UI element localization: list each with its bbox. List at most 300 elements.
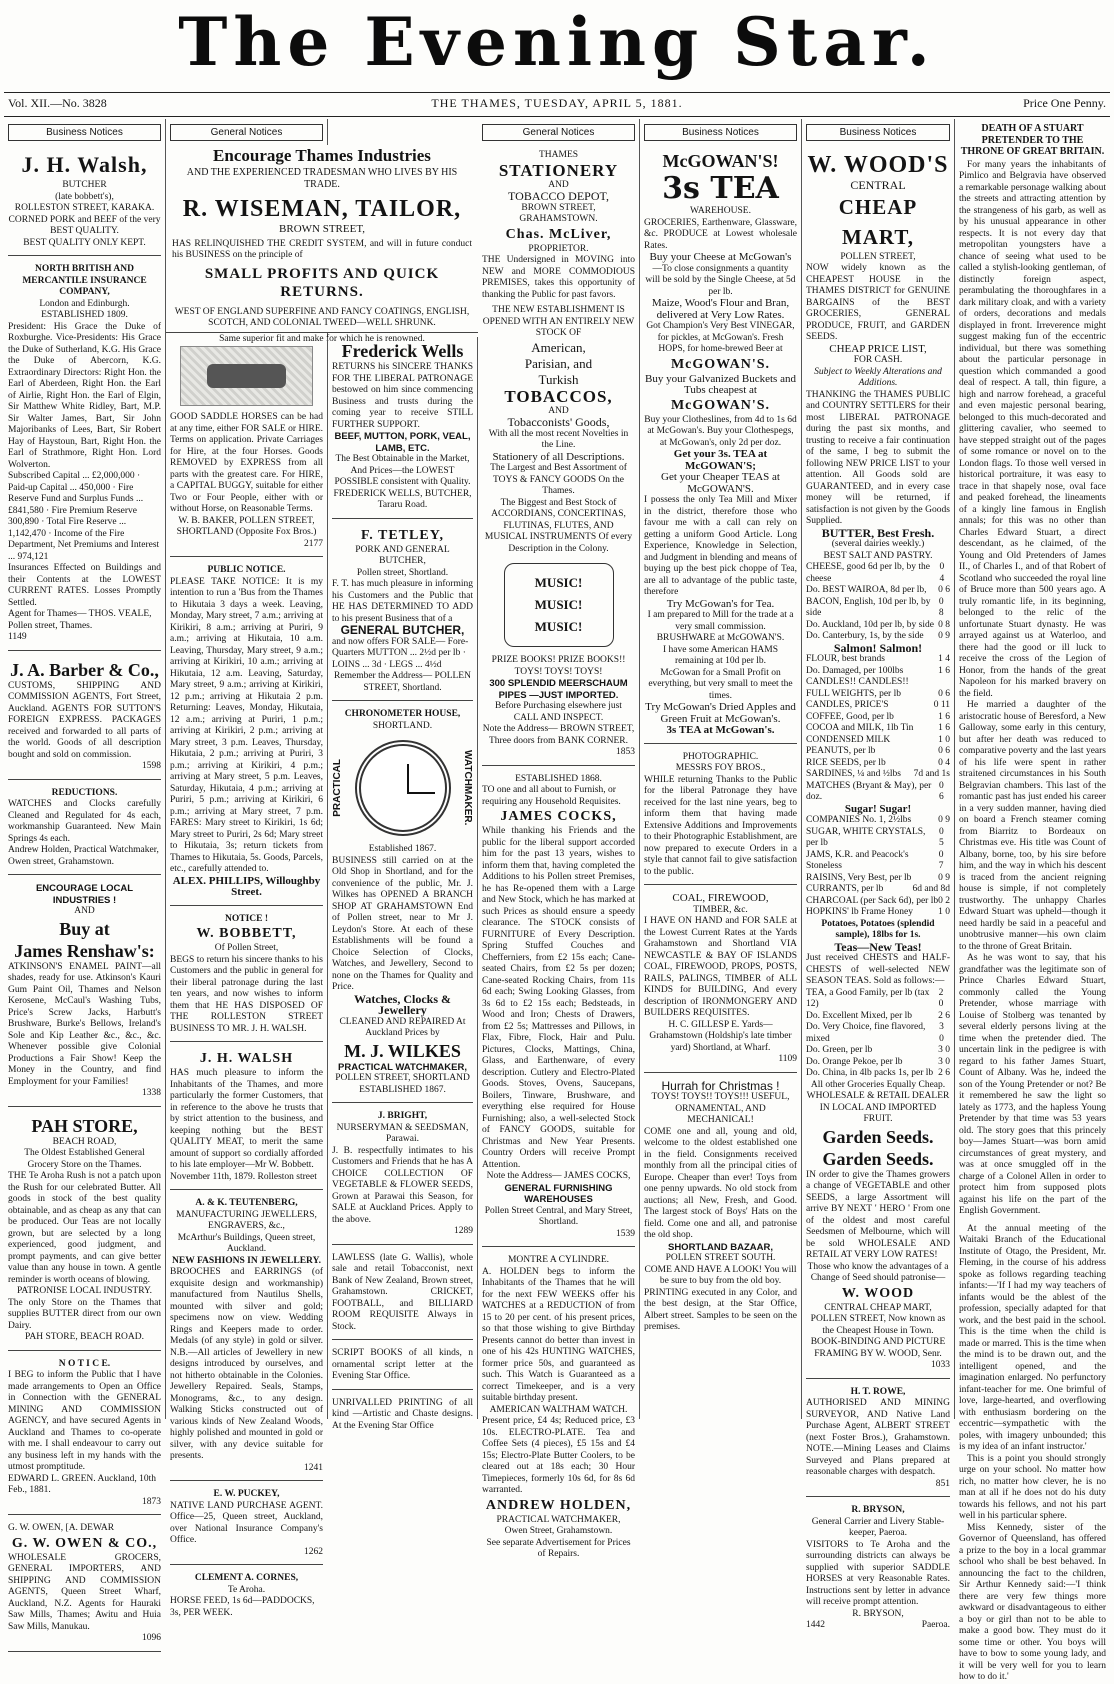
ad-number: 1109 — [778, 1054, 797, 1064]
ad-bryson — [806, 1502, 950, 1638]
ad-line: CORNED PORK and BEEF of the very BEST QUALITY. — [8, 214, 161, 236]
column-2-body — [166, 337, 328, 1618]
price-item: CURRANTS, per lb — [806, 884, 884, 894]
ad-body: BROOCHES and EARRINGS (of exquisite design and workmanship) manufactured from Nautilus Shells, mounted with silver and gold; specimens now on view. Wedding Rings and Keepers made to order. Medals (of any style) in gold or silver. N.B.—All articles of Jewellery in new designs introduced by ourselves, and not hitherto obtainable in the Colonies. Jewellery Repaired. Seals, Stamps, Monograms, &c., to any design. Walking Sticks constructed out of various kinds of New Zealand Woods, highly polished and mounted in gold or silver, with any device suitable for presents. — [170, 1267, 323, 1461]
ad-tag: BEEF, MUTTON, PORK, VEAL, LAMB, ETC. — [334, 431, 471, 454]
ad-baker — [170, 337, 323, 557]
ad-sub: CLEANED AND REPAIRED At Auckland Prices by — [339, 1016, 466, 1038]
ad-north-british — [8, 261, 161, 651]
coach-illustration — [180, 346, 313, 406]
ad-title: NORTH BRITISH AND MERCANTILE INSURANCE COMPANY, — [22, 264, 147, 297]
ad-name: J. BRIGHT, — [377, 1111, 428, 1121]
ad-cash: FOR CASH. — [853, 355, 903, 365]
ad-number: 1873 — [142, 1496, 161, 1507]
ad-name-2: McGOWAN'S. — [670, 397, 771, 413]
ad-teas: Teas—New Teas! — [834, 939, 922, 954]
ad-seeds-2: Garden Seeds. — [822, 1148, 934, 1169]
ad-name: CLEMENT A. CORNES, — [194, 1573, 299, 1583]
ad-signature: ALEX. PHILLIPS, Willoughby Street. — [172, 874, 321, 898]
price-value: 0 4 — [939, 562, 945, 584]
columns — [4, 119, 1110, 1682]
ad-note: With all the most recent Novelties in the Line. — [488, 428, 629, 450]
ad-body: WHOLESALE GROCERS, GENERAL IMPORTERS, AND SHIPPING AND COMMISSION AGENTS, Queen Street Wharf, Auckland, N.Z. Agents for Hauraki Saw Mills, Thames; Awitu and Huia Saw Mills, Manukau. — [8, 1552, 161, 1632]
ad-renshaw — [8, 880, 161, 1107]
ad-body: VISITORS to Te Aroha and the surrounding districts can always be supplied with superior SADDLE HORSES at very Reasonable Rates. Instructions sent by letter in advance will receive prompt attention. — [806, 1539, 950, 1607]
ad-trade: BUTCHER — [62, 180, 107, 190]
ad-foot: PAH STORE, BEACH ROAD. — [24, 1332, 145, 1342]
ad-body: THE Undersigned in MOVING into NEW and MORE COMMODIOUS PREMISES, takes this opportunity of thanking the Public for past favors. — [482, 255, 635, 300]
volume-number: Vol. XII.—No. 3828 — [8, 96, 107, 110]
ad-capital: Subscribed Capital ... £2,000,000 · Paid-up Capital ... 450,000 · Fire Reserve Fund and Surplus Funds ... £841,580 · Fire Premium Reserve 300,890 · Total Fire Reserve ... 1,142,470 · Income of the Fire Department, Net Premiums and Interest ... 974,121 — [8, 471, 160, 562]
price-value: 0 8 — [938, 619, 950, 630]
ad-title: PAH STORE, — [31, 1115, 138, 1136]
ad-body: A. HOLDEN begs to inform the Inhabitants of the Thames that he will for the next FEW WEEKS offer his WATCHES at a REDUCTION of from 15 to 20 per cent. of his present prices, so that those wishing to give Birthday Presents cannot do better than invest in one of his 42s HUNTING WATCHES, former price 50s, and guaranteed as such. This Watch is Guaranteed as a correct Timekeeper, and is a very suitable birthday present. — [482, 1266, 635, 1403]
masthead-rule — [4, 92, 1110, 93]
ad-wholesale: WHOLESALE & RETAIL DEALER IN LOCAL AND IMPORTED FRUIT. — [806, 1091, 950, 1124]
ad-location: SHORTLAND. — [372, 720, 433, 731]
ad-body: RETURNS his SINCERE THANKS FOR THE LIBERAL PATRONAGE bestowed on him since commencing Business and trusts during the coming year to receive STILL FURTHER SUPPORT. — [332, 362, 473, 430]
ad-number: 1539 — [616, 1228, 635, 1239]
ad-trade: MANUFACTURING JEWELLERS, ENGRAVERS, &c., — [176, 1209, 317, 1231]
price-item: MATCHES (Bryant & May), per doz. — [806, 780, 932, 802]
ad-name: M. J. WILKES — [344, 1040, 461, 1061]
price-item: BACON, English, 10d per lb, by side — [806, 596, 931, 618]
ad-cities: London and Edinburgh. — [39, 298, 130, 309]
price-item: FLOUR, best brands — [806, 654, 885, 664]
ad-number: 2177 — [304, 538, 323, 549]
price-item: PEANUTS, per lb — [806, 746, 876, 756]
ad-established-2: ESTABLISHED 1867. — [359, 1084, 446, 1095]
ad-signature: W. B. BAKER, POLLEN STREET, SHORTLAND (Opposite Fox Bros.) — [176, 515, 317, 537]
ad-mill: I possess the only Tea Mill and Mixer in the district, therefore those who favour me with a call can rely on getting a uniform Good Article. Long Experience, Knowledge in Selection, and Judgment in blending and means of buying up the best pick choppe of Tea, are all to advantage of the public taste, therefore — [644, 495, 797, 597]
price-value: 3 0 — [938, 1045, 950, 1055]
price-item: HOPKINS' lb Frame Honey — [806, 907, 913, 917]
price-row — [806, 562, 950, 585]
ad-body: J. B. respectfully intimates to his Customers and Friends that he has A CHOICE COLLECTION OF VEGETABLE & FLOWER SEEDS, Grown at Parawai this Season, for SALE at Auckland Prices. Apply to the above. — [332, 1145, 473, 1225]
ad-body: I BEG to inform the Public that I have made arrangements to Open an Office in Connection with the GENERAL MINING AND COMMISSION AGENCY, and have secured Agents in Auckland and Thames to co-operate with me. I shall endeavour to carry out any business left in my hands with the utmost promptitude. — [8, 1370, 161, 1472]
price-list-flour — [806, 654, 950, 804]
ad-agent: Agent for Thames— THOS. VEALE, Pollen street, Thames. — [8, 609, 152, 631]
music-line-2: MUSIC! — [534, 597, 583, 612]
ad-teas: Get your 3s. TEA at McGOWAN'S; — [673, 448, 768, 472]
price-value: 2 6 — [938, 1068, 950, 1078]
price-value: 3 0 — [939, 1022, 944, 1044]
ad-established: ESTABLISHED 1868. — [515, 773, 602, 784]
ad-barber — [8, 656, 161, 780]
price-item: Do. Auckland, 10d per lb, by side — [806, 619, 934, 630]
price-item: CANDLES, PRICE'S — [806, 700, 889, 710]
ad-date: November 11th, 1879. Rolleston street — [170, 1171, 317, 1182]
ad-established: ESTABLISHED 1809. — [41, 310, 128, 320]
ad-body: F. T. has much pleasure in informing his Customers and the Public that HE HAS DETERMINED TO ADD to his present Business that of a — [332, 579, 473, 624]
ad-title: MONTRE A CYLINDRE. — [507, 1255, 610, 1265]
price-value: 1 6 — [938, 723, 950, 733]
price-item: RICE SEEDS, per lb — [806, 757, 886, 768]
ad-footer — [806, 1620, 950, 1632]
ad-body: WATCHES and Clocks carefully Cleaned and Regulated for 4s each, workmanship Guaranteed. New Main Springs 4s each. — [8, 799, 161, 844]
price-value: 1 0 — [938, 734, 950, 745]
ad-address: POLLEN STREET, — [840, 251, 916, 262]
ad-sub: TOBACCO DEPOT, — [508, 189, 609, 203]
ad-title: REDUCTIONS. — [51, 787, 118, 798]
ad-name: W. BOBBETT, — [196, 926, 297, 941]
price-value: 0 9 — [938, 815, 950, 825]
ad-buy: Buy at — [59, 918, 110, 939]
dateline — [8, 96, 1106, 114]
ad-sub: CENTRAL — [850, 178, 906, 192]
ad-name: Chas. McLiver, — [505, 226, 612, 242]
price-row — [806, 735, 950, 747]
tobacco-line-1: American, — [531, 339, 586, 355]
ad-sub: TIMBER, &c. — [693, 904, 748, 915]
ad-tag: GENERAL BUTCHER, — [340, 623, 465, 637]
ad-owen — [8, 1520, 161, 1652]
price-row — [806, 677, 950, 689]
price-item: Do. Orange Pekoe, per lb — [806, 1056, 903, 1067]
ad-intro: TO one and all about to Furnish, or requiring any Household Requisites. — [482, 785, 621, 807]
ad-body: THE Te Aroha Rush is not a patch upon the Rush for our celebrated Butter. All goods in stock of the best quality obtainable, and as cheap as any that can be produced. Our Teas are not locally grown, but are selected by a long experienced, good judgment, and prompt payments, and can give better value than any house in town. A gentle reminder is worth oceans of blowing. — [8, 1171, 161, 1285]
ad-note: Insurances Effected on Buildings and their Contents at the LOWEST CURRENT RATES. Losses Promptly Settled. — [8, 563, 161, 608]
ad-note: The only Store on the Thames that supplies BUTTER direct from our own Dairy. — [8, 1297, 161, 1331]
ad-subject: Subject to Weekly Alterations and Additions. — [814, 366, 942, 388]
masthead-title: The Evening Star. — [178, 3, 936, 81]
ad-holden — [482, 1252, 635, 1567]
price-row — [806, 1011, 950, 1023]
ad-signature: H. C. GILLESP E. Yards—Grahamstown (Holdship's late timber yard) Shortland, at Wharf. — [649, 1019, 792, 1053]
ad-body: CUSTOMS, SHIPPING AND COMMISSION AGENTS, Fort Street, Auckland. AGENTS FOR SUTTON'S FOREIGN EXPRESS. PACKAGES received and forwarded to all parts of the world. Goods of all description bought and sold on commission. — [8, 680, 161, 760]
ad-trade: PORK AND GENERAL BUTCHER, — [355, 544, 450, 566]
price-row — [806, 654, 950, 666]
ad-tag: GENERAL FURNISHING WAREHOUSES — [504, 1182, 613, 1205]
ad-sub: The Oldest Established General Grocery Store on the Thames. — [24, 1148, 145, 1170]
ad-top: THAMES — [538, 150, 579, 160]
ad-body: AUTHORISED AND MINING SURVEYOR, AND Native Land Purchase Agent, ALBERT STREET (next Foster Bros.), Grahamstown. NOTE.—Mining Leases and Claims Surveyed and Plans prepared at reasonable charges with despatch. — [806, 1398, 950, 1477]
price-item: Do. BEST WAIROA, 8d per lb, — [806, 585, 927, 595]
column-3 — [328, 337, 478, 1431]
ad-try: Try McGowan's for Tea. — [666, 597, 775, 610]
ad-street: BROWN STREET, — [279, 223, 365, 235]
ad-butter: BUTTER, Best Fresh. — [821, 525, 935, 540]
ad-script-books — [332, 1345, 473, 1390]
price-value: 0 11 — [933, 700, 950, 710]
ad-mcgowan — [644, 147, 797, 744]
price-item: JAMS, K.R. and Peacock's Stoneless — [806, 849, 909, 871]
ad-body: BEGS to return his sincere thanks to his Customers and the public in general for their liberal patronage during the last ten years, and now wishes to inform them that HE HAS DISPOSED OF THE ROLLESTON STREET BUSINESS TO MR. J. H. WALSH. — [170, 954, 323, 1034]
ad-title: NOTICE ! — [224, 913, 269, 924]
ad-coal — [644, 890, 797, 1073]
ad-number: 1289 — [454, 1226, 473, 1236]
ad-chronometer — [332, 706, 473, 1103]
ad-cloth: WEST OF ENGLAND SUPERFINE AND FANCY COATINGS, ENGLISH, SCOTCH, AND COLONIAL TWEED—WELL SHRUNK. — [174, 306, 470, 328]
ad-cocks — [482, 771, 635, 1248]
column-7 — [955, 119, 1110, 1682]
price-row — [806, 827, 950, 850]
ad-sale: and now offers FOR SALE— Fore-Quarters MUTTON ... 2½d per lb · LOINS ... 3d · LEGS ... 4½d — [332, 636, 469, 670]
ad-title: STATIONERY — [498, 160, 619, 180]
ad-title: Hurrah for Christmas ! — [661, 1078, 780, 1093]
price-value: 2 0 — [938, 987, 944, 1009]
ad-title: CHRONOMETER HOUSE, — [344, 709, 461, 719]
ad-profit: McGowan for a Small Profit on everything, but very small to meet the times. — [648, 667, 793, 701]
price-value: 0 8 — [938, 596, 944, 618]
ad-reductions — [8, 785, 161, 876]
ad-sub: AND THE EXPERIENCED TRADESMAN WHO LIVES BY HIS TRADE. — [186, 167, 458, 190]
price-row — [806, 689, 950, 701]
ad-number: 1442 — [806, 1620, 825, 1630]
ad-name: A. & K. TEUTENBERG, — [195, 1198, 298, 1208]
ad-pah-store — [8, 1112, 161, 1351]
ad-headline: Encourage Thames Industries — [213, 146, 431, 165]
column-header: General Notices — [170, 124, 323, 141]
price-row — [806, 723, 950, 735]
price-row — [806, 597, 950, 620]
article-paragraph-4: At the annual meeting of the Waitaki Branch of the Educational Institute of Otago, the President, Mr. Fleming, in the course of his address spoke as follows regarding teaching infants:—'If I had my way teachers of infants would be the ablest of the profession, specially adapted for that work, and the best paid in the school. This is the time when the child is made or marred. This is the time when the mind is to be drawn out, and the intelligent opened, and the imagination enlarged. No perfunctory infant-teacher for me. One brimful of love, large-hearted, and overflowing with enthusiasm bordering on the eccentric—sympathetic with the poles, with imagery unbounded; this is my idea of an infant instructor.' — [959, 1223, 1106, 1452]
ad-name: MESSRS FOY BROS., — [675, 763, 766, 773]
ad-walsh — [8, 147, 161, 256]
article-paragraph-6: Miss Kennedy, sister of the Governor of Queensland, has offered a prize to the boy in a local grammar school who shall be best behaved. In announcing the fact to the children, Sir Arthur Kennedy said:—'I think there are very few things more awkward or disadvantageous to either a boy or girl than not to be able to make a good bow. They must do it some time or other. You boys will have to bow to some young lady, and it will be very well for you to learn how to do it.' — [959, 1522, 1106, 1682]
ad-address: ROLLESTON STREET, KARAKA. — [14, 203, 155, 213]
article-paragraph-5: This is a point you should strongly urge on your school. No matter how rich, no matter how clever, he is no man at all if he does not do his duty towards his fellows, and not his part well in his particular sphere. — [959, 1453, 1106, 1521]
ad-seeds: Garden Seeds. — [822, 1126, 934, 1147]
ad-name: ANDREW HOLDEN, — [485, 1497, 632, 1513]
ad-jh-walsh — [170, 1047, 323, 1190]
ad-trade: PRACTICAL WATCHMAKER, — [338, 1061, 467, 1073]
ad-body: SCRIPT BOOKS of all kinds, n ornamental script letter at the Evening Star Office. — [332, 1348, 473, 1381]
ad-address-2: Note the Address— BROWN STREET, Three doors from BANK CORNER. — [482, 724, 635, 746]
ad-salmon: Salmon! Salmon! — [833, 640, 923, 655]
article-title: DEATH OF A STUART PRETENDER TO THE THRONE OF GREAT BRITAIN. — [960, 123, 1105, 157]
clock-illustration — [355, 740, 451, 836]
ad-toys: TOYS! TOYS!! TOYS!!! USEFUL, ORNAMENTAL, AND MECHANICAL! — [651, 1092, 790, 1125]
ad-number: 1853 — [616, 747, 635, 757]
ad-bright — [332, 1108, 473, 1245]
clock-hour-hand — [407, 764, 409, 794]
ad-number: 1096 — [142, 1633, 161, 1643]
ad-signature: EDWARD L. GREEN. Auckland, 10th Feb., 1881. — [8, 1473, 157, 1495]
ad-name: James Renshaw's: — [14, 940, 155, 961]
price-item: CONDENSED MILK — [806, 734, 891, 745]
ad-tag: SMALL PROFITS AND QUICK RETURNS. — [204, 265, 440, 300]
price-list-sugar — [806, 815, 950, 919]
price-item: COMPANIES No. 1, 2½lbs — [806, 815, 912, 825]
ad-cheese: Buy your Cheese at McGowan's — [649, 251, 792, 263]
ad-teutenberg — [170, 1195, 323, 1481]
price-value: 1 4 — [938, 654, 950, 664]
ad-more: Present price, £4 4s; Reduced price, £3 10s. ELECTRO-PLATE. Tea and Coffee Sets (4 pieces), £5 15s and £4 15s; Electro-Plate Butter Coolers, to be cleared out at 18s each; 30 Hour Timepieces, formerly 10s 6d, for 8s 6d warranted. — [482, 1416, 635, 1495]
ad-bobbett — [170, 911, 323, 1043]
price-item: CHEESE, good 6d per lb, by the cheese — [806, 562, 931, 584]
price-row — [806, 1057, 950, 1069]
ad-call: COME AND HAVE A LOOK! You will be sure to buy from the old boy. — [644, 1264, 797, 1286]
price-value: 0 4 — [938, 757, 950, 768]
ad-lead — [8, 1523, 161, 1535]
ad-name: McGOWAN'S. — [670, 356, 771, 372]
ad-body: HORSE FEED, 1s 6d—PADDOCKS, 3s, PER WEEK. — [170, 1596, 315, 1618]
price-item: Do. Very Choice, fine flavored, mixed — [806, 1022, 926, 1044]
music-line-1: MUSIC! — [534, 575, 583, 590]
ad-title: PUBLIC NOTICE. — [207, 565, 286, 575]
price-row — [806, 884, 950, 896]
tobacco-line-2: Parisian, and — [524, 355, 593, 371]
ad-address: BROWN STREET, GRAHAMSTOWN. — [519, 202, 598, 224]
article-paragraph-1: For many years the inhabitants of Pimlico and Belgravia have observed a remarkable personage walking about the streets and attracting attention by the strangeness of his garb, as well as by his unusual appearance in other respects. It is not every day that metropolitan youngsters have a chance of seeing what used to be called a stylish-looking gentleman, of distinctly foreign aspect, perambulating the thoroughfares in a dark military cloak, and with a variety of orders, decorations and medals displayed in front. Irreverence might suggest making fun of the eccentric individual, but there was something about the particular personage in question which commanded a good deal of respect. A tall, thin figure, a high and narrow forehead, a graceful and even majestic personal bearing, belonged to this much-decorated and glittering cavalier, who seemed to have stepped straight out of the pages of some romance or novel on to the London flags. To those well versed in historical portraiture, it was easy to trace in that shapely nose, oval face and peaked forehead, the lineaments of a kingly line famous in English annals; for this was no other than Charles Edward Stuart, a direct descendant, as he claimed, of the Young and Old Pretenders of James II., of Charles I., and of that Robert of Scotland who succeeded the royal line of Bruce more than 500 years ago. A truly romantic life, in its beginning, belonged to the relic of the unfortunate Stuart dynasty. He was arrayed against us at Waterloo, and there had the good or ill luck to receive the cross of the Legion of Honor, from the hands of the great Napoleon for his marked bravery on the field. — [959, 159, 1106, 699]
ad-printing — [332, 1395, 473, 1439]
ad-salt: BEST SALT AND PASTRY. — [823, 550, 933, 561]
ad-butter-sub: (several dairies weekly.) — [831, 539, 925, 549]
ad-address: Of Pollen Street, — [214, 943, 279, 953]
article-paragraph-2: He married a daughter of the aristocratic house of Beresford, a New Galloway, some early in this century, but after her death was reduced to comparative poverty and the last years of his life were spent in rather straitened circumstances in his South Belgravian chambers. This last of the romantic past has just ended his career in a very sudden manner, having died on board a French steamer coming from Biarritz to Bordeaux on Christmas eve. His title was Count of Albany, borne, too, by his sire before him, and the way in which his descent is traced from the ancient reigning house is simple, if not completely trustworthy. The unhappy Charles Edward Stuart was upheld—though it need hardly be said in a peaceful and unobtrusive manner—his own claim to the throne of Great Britain. — [959, 700, 1106, 952]
ad-wood — [806, 147, 950, 1379]
ad-tag: AMERICAN WALTHAM WATCH. — [489, 1404, 628, 1415]
ad-foot: Note the Address— JAMES COCKS, — [486, 1171, 631, 1181]
ad-lead-aside: [A. DEWAR — [65, 1523, 115, 1533]
price-value: 0 6 — [939, 780, 944, 802]
ad-title: J. A. Barber & Co., — [10, 659, 159, 680]
issue-price: Price One Penny. — [1023, 96, 1106, 110]
price-value: 3 0 — [938, 1056, 950, 1067]
ad-signature-lead: Those who know the advantages of a Change of Seed should patronise— — [807, 1261, 949, 1283]
tobacco-line-4: TOBACCOS, — [504, 386, 613, 406]
ad-sub: (late bobbett's), — [55, 191, 114, 202]
price-item: COFFEE, Good, per lb — [806, 711, 894, 722]
ad-role: PROPRIETOR. — [528, 243, 589, 254]
price-value: 0 6 — [938, 585, 950, 595]
ad-mcliver — [482, 147, 635, 766]
ad-signature: W. WOOD — [841, 1285, 915, 1301]
ad-address: McArthur's Buildings, Queen street, Auckland. — [177, 1232, 316, 1254]
price-row — [806, 815, 950, 827]
ad-name: R. BRYSON, — [851, 1505, 905, 1515]
ad-sugar: Sugar! Sugar! — [844, 802, 912, 815]
ad-maize: Maize, Wood's Flour and Bran, delivered at Very Low Rates. — [651, 297, 790, 321]
price-item: Do. Canterbury, 1s, by the side — [806, 631, 924, 641]
ad-stationery: Stationery of all Descriptions. — [492, 450, 625, 463]
ad-title: PHOTOGRAPHIC. — [682, 751, 759, 762]
column-header: Business Notices — [806, 124, 950, 141]
price-value: 0 9 — [938, 872, 950, 883]
tobacco-line-5: AND — [548, 405, 569, 416]
ad-body: President: His Grace the Duke of Roxburghe. Vice-Presidents: His Grace the Duke of Sutherland, K.G. His Grace the Duke of Abercorn, K.G. Extraordinary Directors: Right Hon. the Earl of Aberdeen, Right Hon. the Earl of Airlie, Right Hon. the Earl of Elgin, Sir Matthew White Ridley, Bart, M.P. Sir Walter James, Bart, Sir John Majoribanks of Lees, Bart, Sir Robert Hay of Haystoun, Bart, Right Hon. the Earl of Strathmore, Right Hon. Lord Wolverton. — [8, 321, 161, 470]
ad-wiseman — [166, 145, 478, 344]
price-item: Do. Excellent Mixed, per lb — [806, 1010, 913, 1021]
ad-number: 851 — [935, 1478, 950, 1489]
price-row — [806, 666, 950, 678]
music-line-3: MUSIC! — [534, 619, 583, 634]
price-row — [806, 1022, 950, 1045]
ad-name: E. W. PUCKEY, — [213, 1489, 280, 1499]
column-header: Business Notices — [644, 124, 797, 141]
ad-hams: I have some American HAMS remaining at 10d per lb. — [662, 644, 779, 666]
price-value: 6d and 8d — [912, 884, 950, 894]
ad-established: Established 1867. — [368, 844, 437, 854]
price-row — [806, 1068, 950, 1080]
ad-toys: The Largest and Best Assortment of TOYS & FANCY GOODS On the Thames. — [490, 463, 627, 496]
ad-equal: All other Groceries Equally Cheap. — [810, 1079, 946, 1090]
clock-minute-hand — [407, 792, 435, 794]
ad-wells — [332, 337, 473, 519]
price-item: Do. China, in 4lb packs 1s, per lb — [806, 1068, 934, 1078]
ad-body: WHILE returning Thanks to the Public for the liberal Patronage they have received for the last nine years, beg to inform them that having made Extensive Additions and Improvements to their Photographic Establishment, are now prepared to execute Orders in a style that cannot fail to give satisfaction to the public. — [644, 774, 797, 877]
ad-body: NOW widely known as the CHEAPEST HOUSE in the THAMES DISTRICT for GENUINE BARGAINS of the BEST GROCERIES, GENERAL PRODUCE, FRUIT, and GARDEN SEEDS. — [806, 263, 950, 342]
price-value: 1 0 — [938, 907, 950, 917]
ad-rowe — [806, 1384, 950, 1498]
price-row — [806, 758, 950, 770]
ad-address: Owen Street, Grahamstown. — [504, 1526, 613, 1536]
ad-printing: PRINTING executed in any Color, and the best design, at the Star Office, Albert street. Samples to be seen on the premises. — [644, 1287, 797, 1332]
column-header: Business Notices — [8, 124, 161, 141]
dateline-rule — [4, 116, 1110, 117]
ad-vinegar: Got Champion's Very Best VINEGAR, for pickles, at McGowan's. Fresh HOPS, for home-brewed Beer at — [646, 321, 795, 354]
ad-name: J. H. WALSH — [199, 1051, 294, 1066]
ad-location: Te Aroha. — [227, 1584, 266, 1595]
ad-signature: R. BRYSON, — [852, 1608, 904, 1619]
issue-date: THE THAMES, TUESDAY, APRIL 5, 1881. — [431, 96, 683, 110]
ad-right-label: WATCHMAKER. — [462, 750, 473, 826]
ad-trade: NURSERYMAN & SEEDSMAN, — [336, 1122, 469, 1133]
ad-number: 1241 — [304, 1462, 323, 1473]
ad-and: AND — [74, 906, 95, 916]
ad-notice-green — [8, 1356, 161, 1516]
price-row — [806, 896, 950, 908]
ad-warehouse: WAREHOUSE. — [690, 206, 751, 216]
ad-name: JAMES COCKS, — [500, 809, 617, 824]
ad-number: 1338 — [142, 1088, 161, 1098]
ad-prize: PRIZE BOOKS! PRIZE BOOKS!! TOYS! TOYS! TOYS! — [491, 655, 626, 677]
ad-tag: Watches, Clocks & Jewellery — [354, 991, 451, 1017]
column-5 — [640, 119, 802, 1419]
ad-seed-text: IN order to give the Thames growers a change of VEGETABLE and other SEEDS, a large Assortment will arrive BY NEXT ' HERO ' From one of the oldest and most careful Seedsmen of Melbourne, which will be sold WHOLESALE AND RETAIL AT VERY LOW RATES! — [806, 1169, 950, 1260]
price-item: TEA, a Good Family, per lb (tax 12) — [806, 987, 930, 1009]
price-row — [806, 873, 950, 885]
ad-binding: BOOK-BINDING AND PICTURE FRAMING BY W. WOOD, Senr. — [810, 1337, 946, 1359]
ad-signature: FREDERICK WELLS, BUTCHER, Tararu Road. — [333, 488, 472, 510]
ad-body: UNRIVALLED PRINTING of all kind —Artistic and Chaste designs. At the Evening Star Office — [332, 1397, 473, 1431]
price-item: CANDLES!! CANDLES!! — [806, 677, 909, 687]
ad-establishment: THE NEW ESTABLISHMENT IS OPENED WITH AN ENTIRELY NEW STOCK OF — [482, 305, 635, 338]
ad-foot: Same superior fit and make for which he is renowned. — [219, 333, 425, 344]
ad-body: I HAVE ON HAND and FOR SALE at the Lowest Current Rates at the Yards Grahamstown and Shortland VIA NEWCASTLE & BAY OF ISLANDS COAL, FIREWOOD, PROPS, POSTS, RAILS, PALINGS, TIMBER of ALL KINDS for BUILDING, And every description of IRONMONGERY AND BUILDERS REQUISITES. — [644, 916, 797, 1018]
ad-foot: See separate Advertisement for Prices of Repairs. — [486, 1537, 631, 1559]
ad-cornes — [170, 1570, 323, 1625]
ad-role: General Carrier and Livery Stable-keeper, Paeroa. — [811, 1516, 945, 1538]
ad-title: McGOWAN'S! — [662, 151, 779, 171]
ad-tag: BEST QUALITY ONLY KEPT. — [23, 237, 146, 248]
ad-tea-text: Just received CHESTS and HALF-CHESTS of well-selected NEW SEASON TEAS. Sold as follows:— — [806, 953, 950, 986]
ad-title: J. H. Walsh, — [21, 152, 148, 177]
price-item: Do. Damaged, per 100lbs — [806, 665, 904, 676]
ad-number: 1598 — [142, 761, 161, 771]
ad-address: POLLEN STREET SOUTH. — [665, 1253, 776, 1263]
ad-body: While thanking his Friends and the public for the liberal support accorded him for the past 13 years, wishes to inform them that, having completed the Additions to his Pollen street Premises, he has Re-opened them with a Large and New Stock, which he has marked at such Prices as should ensure a speedy clearance. The STOCK consists of FURNITURE of Every Description. Spring Stuffed Couches and Chefferniers, from £2 15s each; Cane-seated Chairs, from £2 5s per dozen; Cane-seated Rocking Chairs, from 11s 6d each; Swing Looking Glasses, from 3s 6d to £2 15s each; Bedsteads, in Wood and Iron; Chests of Drawers, from £2 5s; Mattresses and Pillows, in Flax, Fibre, Flock, Hair and Pulu. Pictures, Clocks, Mattings, China, Glass, and Earthenware, of every description. Cutlery and Electro-Plated Goods. Stoves, Ovens, Saucepans, Boilers, Tinware, Brushware, and everything else required for House Furnishing; also, a well-selected Stock of FANCY GOODS, suitable for Christmas and New Year Presents. Country Orders will receive Prompt Attention. — [482, 826, 635, 1170]
tobacco-line-6: Tobacconists' Goods, — [507, 415, 610, 429]
ad-prepared: I am prepared to Mill for the trade at a very small commission. — [647, 610, 794, 632]
price-row — [806, 585, 950, 597]
ad-number: 1149 — [8, 632, 27, 642]
music-banner — [504, 563, 614, 647]
ad-signature-address: CENTRAL CHEAP MART, POLLEN STREET, Now known as the Cheapest House in Town. — [810, 1302, 946, 1336]
ad-name: H. T. ROWE, — [850, 1386, 906, 1397]
ad-foot: Remember the Address— POLLEN STREET, Shortland. — [334, 671, 471, 693]
tobacco-line-3: Turkish — [538, 371, 579, 387]
ad-cheaper: Get your Cheaper TEAS at McGOWAN'S. — [661, 471, 780, 495]
price-value: 0 6 — [938, 688, 950, 699]
coach-shape — [207, 364, 286, 387]
article-paragraph-3: As he was wont to say, that his grandfather was the legitimate son of Prince Charles Edward Stuart, commonly called the Young Pretender, whose marriage with Louise of Stolberg was tenanted by several elderly persons living at the time when the pretender died. The uncertain link in the pedigree is with regard to his father James Stuart, Count of Albany. Was he, indeed the son of the Young Pretender or not? Be it remembered he saw the light so lately as 1773, and the hapless Young Pretender by that time was 53 years old. The story goes that this princely boy—James Stuart—was born amid circumstances of great mystery, and was at once smuggled off in the charge of a Colonel Allen in order to protect him from supposed plots against his life on the part of the English Government. — [959, 953, 1106, 1216]
price-item: CHARCOAL (per Sack 6d), per lb — [806, 895, 939, 906]
price-item: FULL WEIGHTS, per lb — [806, 688, 901, 699]
price-row — [806, 620, 950, 632]
ad-location: Parawai. — [386, 1134, 419, 1144]
